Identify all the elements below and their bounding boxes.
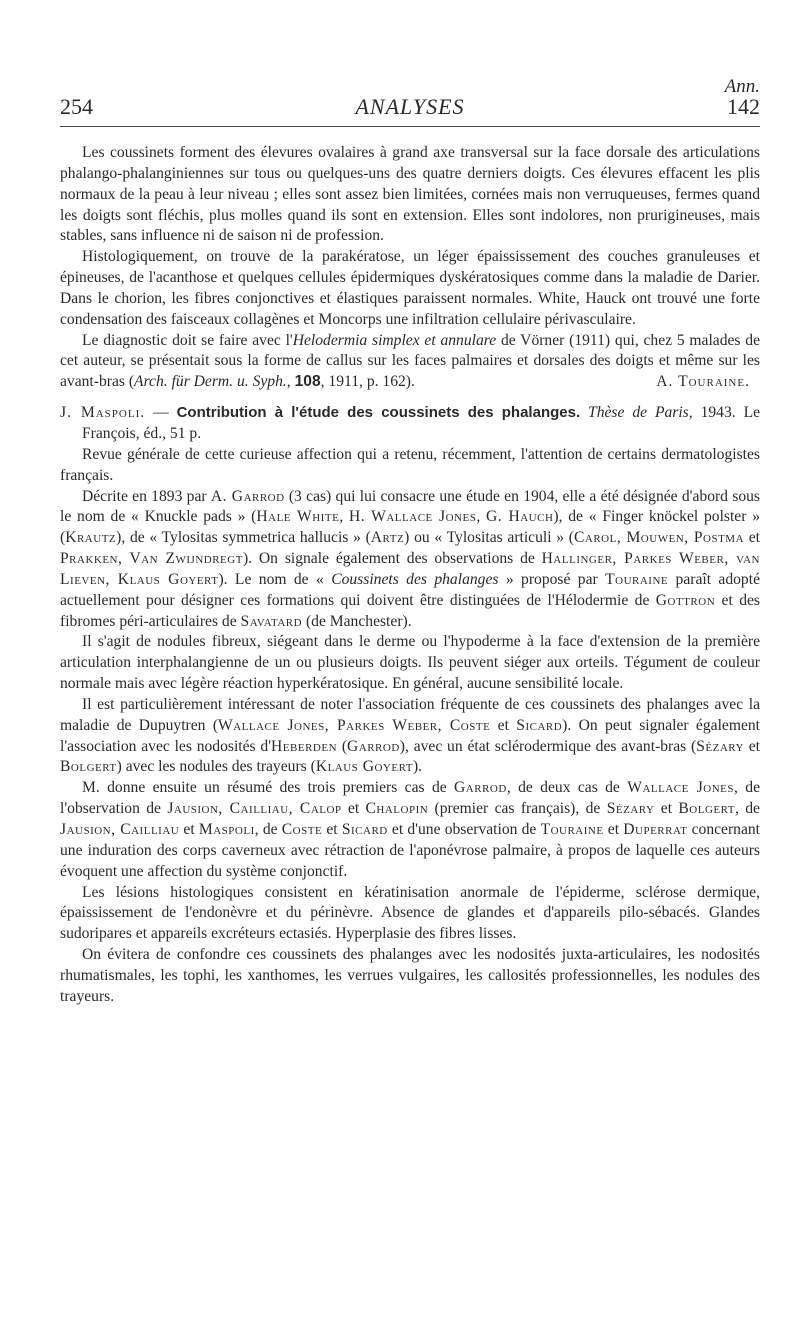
article2-title: Contribution à l'étude des coussinets des phalanges. bbox=[176, 404, 581, 422]
article2-paragraph-2: Décrite en 1893 par A. Garrod (3 cas) qui lui consacre une étude en 1904, elle a été désignée d'abord sous le nom de « Knuckle pads » (Hale White, H. Wallace Jones, G. Hauch), de « Finger knöckel polster » (Krautz), de « Tylositas symmetrica hallucis » (Artz) ou « Tylositas articuli » (Carol, Mouwen, Postma et Prakken, Van Zwijndregt). On signale également des observations de Hallinger, Parkes Weber, van Lieven, Klaus Goyert). Le nom de « Coussinets des phalanges » proposé par Touraine paraît adopté actuellement pour désigner ces formations qui doivent être distinguées de l'Hélodermie de Gottron et des fibromes péri-articulaires de Savatard (de Manchester). bbox=[60, 487, 761, 630]
page-body bbox=[60, 143, 760, 1008]
article2-paragraph-1: Revue générale de cette curieuse affection qui a retenu, récemment, l'attention de certains dermatologistes français. bbox=[60, 445, 760, 484]
header-rule bbox=[60, 126, 760, 127]
article2-paragraph-5: M. donne ensuite un résumé des trois premiers cas de Garrod, de deux cas de Wallace Jones, de l'observation de Jausion, Cailliau, Calop et Chalopin (premier cas français), de Sézary et Bolgert, de Jausion, Cailliau et Maspoli, de Coste et Sicard et d'une observation de Touraine et Duperrat concernant une induration des corps caverneux avec rétraction de l'aponévrose palmaire, à propos de laquelle ces auteurs évoquent une affection du système conjonctif. bbox=[60, 779, 761, 880]
journal-abbreviation: Ann. bbox=[724, 76, 760, 97]
running-title: ANALYSES bbox=[355, 94, 465, 119]
article1-paragraph-3: Le diagnostic doit se faire avec l'Helodermia simplex et annulare de Vörner (1911) qui, chez 5 malades de cet auteur, se présentait sous la forme de callus sur les faces palmaires et dorsales des doigts et même sur les avant-bras (Arch. für Derm. u. Syph., 108, 1911, p. 162). A. Touraine. bbox=[60, 331, 760, 394]
article2-paragraph-4: Il est particulièrement intéressant de noter l'association fréquente de ces coussinets des phalanges avec la maladie de Dupuytren (Wallace Jones, Parkes Weber, Coste et Sicard). On peut signaler également l'association avec les nodosités d'Heberden (Garrod), avec un état sclérodermique des avant-bras (Sézary et Bolgert) avec les nodules des trayeurs (Klaus Goyert). bbox=[60, 695, 761, 776]
article2-paragraph-6: Les lésions histologiques consistent en kératinisation anormale de l'épiderme, sclérose dermique, épaississement de l'endonèvre et du périnèvre. Absence de glandes et d'appareils pilo-sébacés. Glandes sudoripares et appareils excréteurs ectasiés. Hyperplasie des fibres lisses. bbox=[60, 883, 760, 943]
right-page-number: 142 bbox=[727, 94, 760, 119]
page-header bbox=[60, 94, 760, 122]
article2-heading: J. Maspoli. — Contribution à l'étude des coussinets des phalanges. Thèse de Paris, 1943. Le François, éd., 51 p. bbox=[60, 404, 761, 442]
article1-paragraph-2: Histologiquement, on trouve de la parakératose, un léger épaississement des couches granuleuses et épineuses, de l'acanthose et quelques cellules épidermiques dyskératosiques comme dans la maladie de Darier. Dans le chorion, les fibres conjonctives et élastiques paraissent normales. White, Hauck ont trouvé une forte condensation des faisceaux collagènes et Moncorps une infiltration cellulaire périvasculaire. bbox=[60, 248, 760, 328]
left-page-number: 254 bbox=[60, 94, 93, 119]
article1-signature: A. Touraine. bbox=[656, 373, 750, 391]
article2-author: J. Maspoli. bbox=[60, 404, 146, 422]
article2-paragraph-7: On évitera de confondre ces coussinets des phalanges avec les nodosités juxta-articulaires, les nodosités rhumatismales, les tophi, les xanthomes, les verrues vulgaires, les callosités professionnelles, les nodules des trayeurs. bbox=[60, 946, 760, 1005]
article1-paragraph-1: Les coussinets forment des élevures ovalaires à grand axe transversal sur la face dorsale des articulations phalango-phalanginiennes sur tous ou quelques-uns des quatre derniers doigts. Ces élevures effacent les plis normaux de la peau à leur niveau ; elles sont assez bien limitées, cornées mais non verruqueuses, fermes quand les doigts sont fléchis, plus molles quand ils sont en extension. Elles sont indolores, non prurigineuses, mais stables, sans influence ni de saison ni de profession. bbox=[60, 144, 760, 245]
article2-paragraph-3: Il s'agit de nodules fibreux, siégeant dans le derme ou l'hypoderme à la face d'extension de la première articulation interphalangienne de un ou plusieurs doigts. Ils peuvent siéger aux orteils. Tégument de couleur normale mais avec légère réaction hyperkératosique. En général, aucune sensibilité locale. bbox=[60, 633, 760, 693]
